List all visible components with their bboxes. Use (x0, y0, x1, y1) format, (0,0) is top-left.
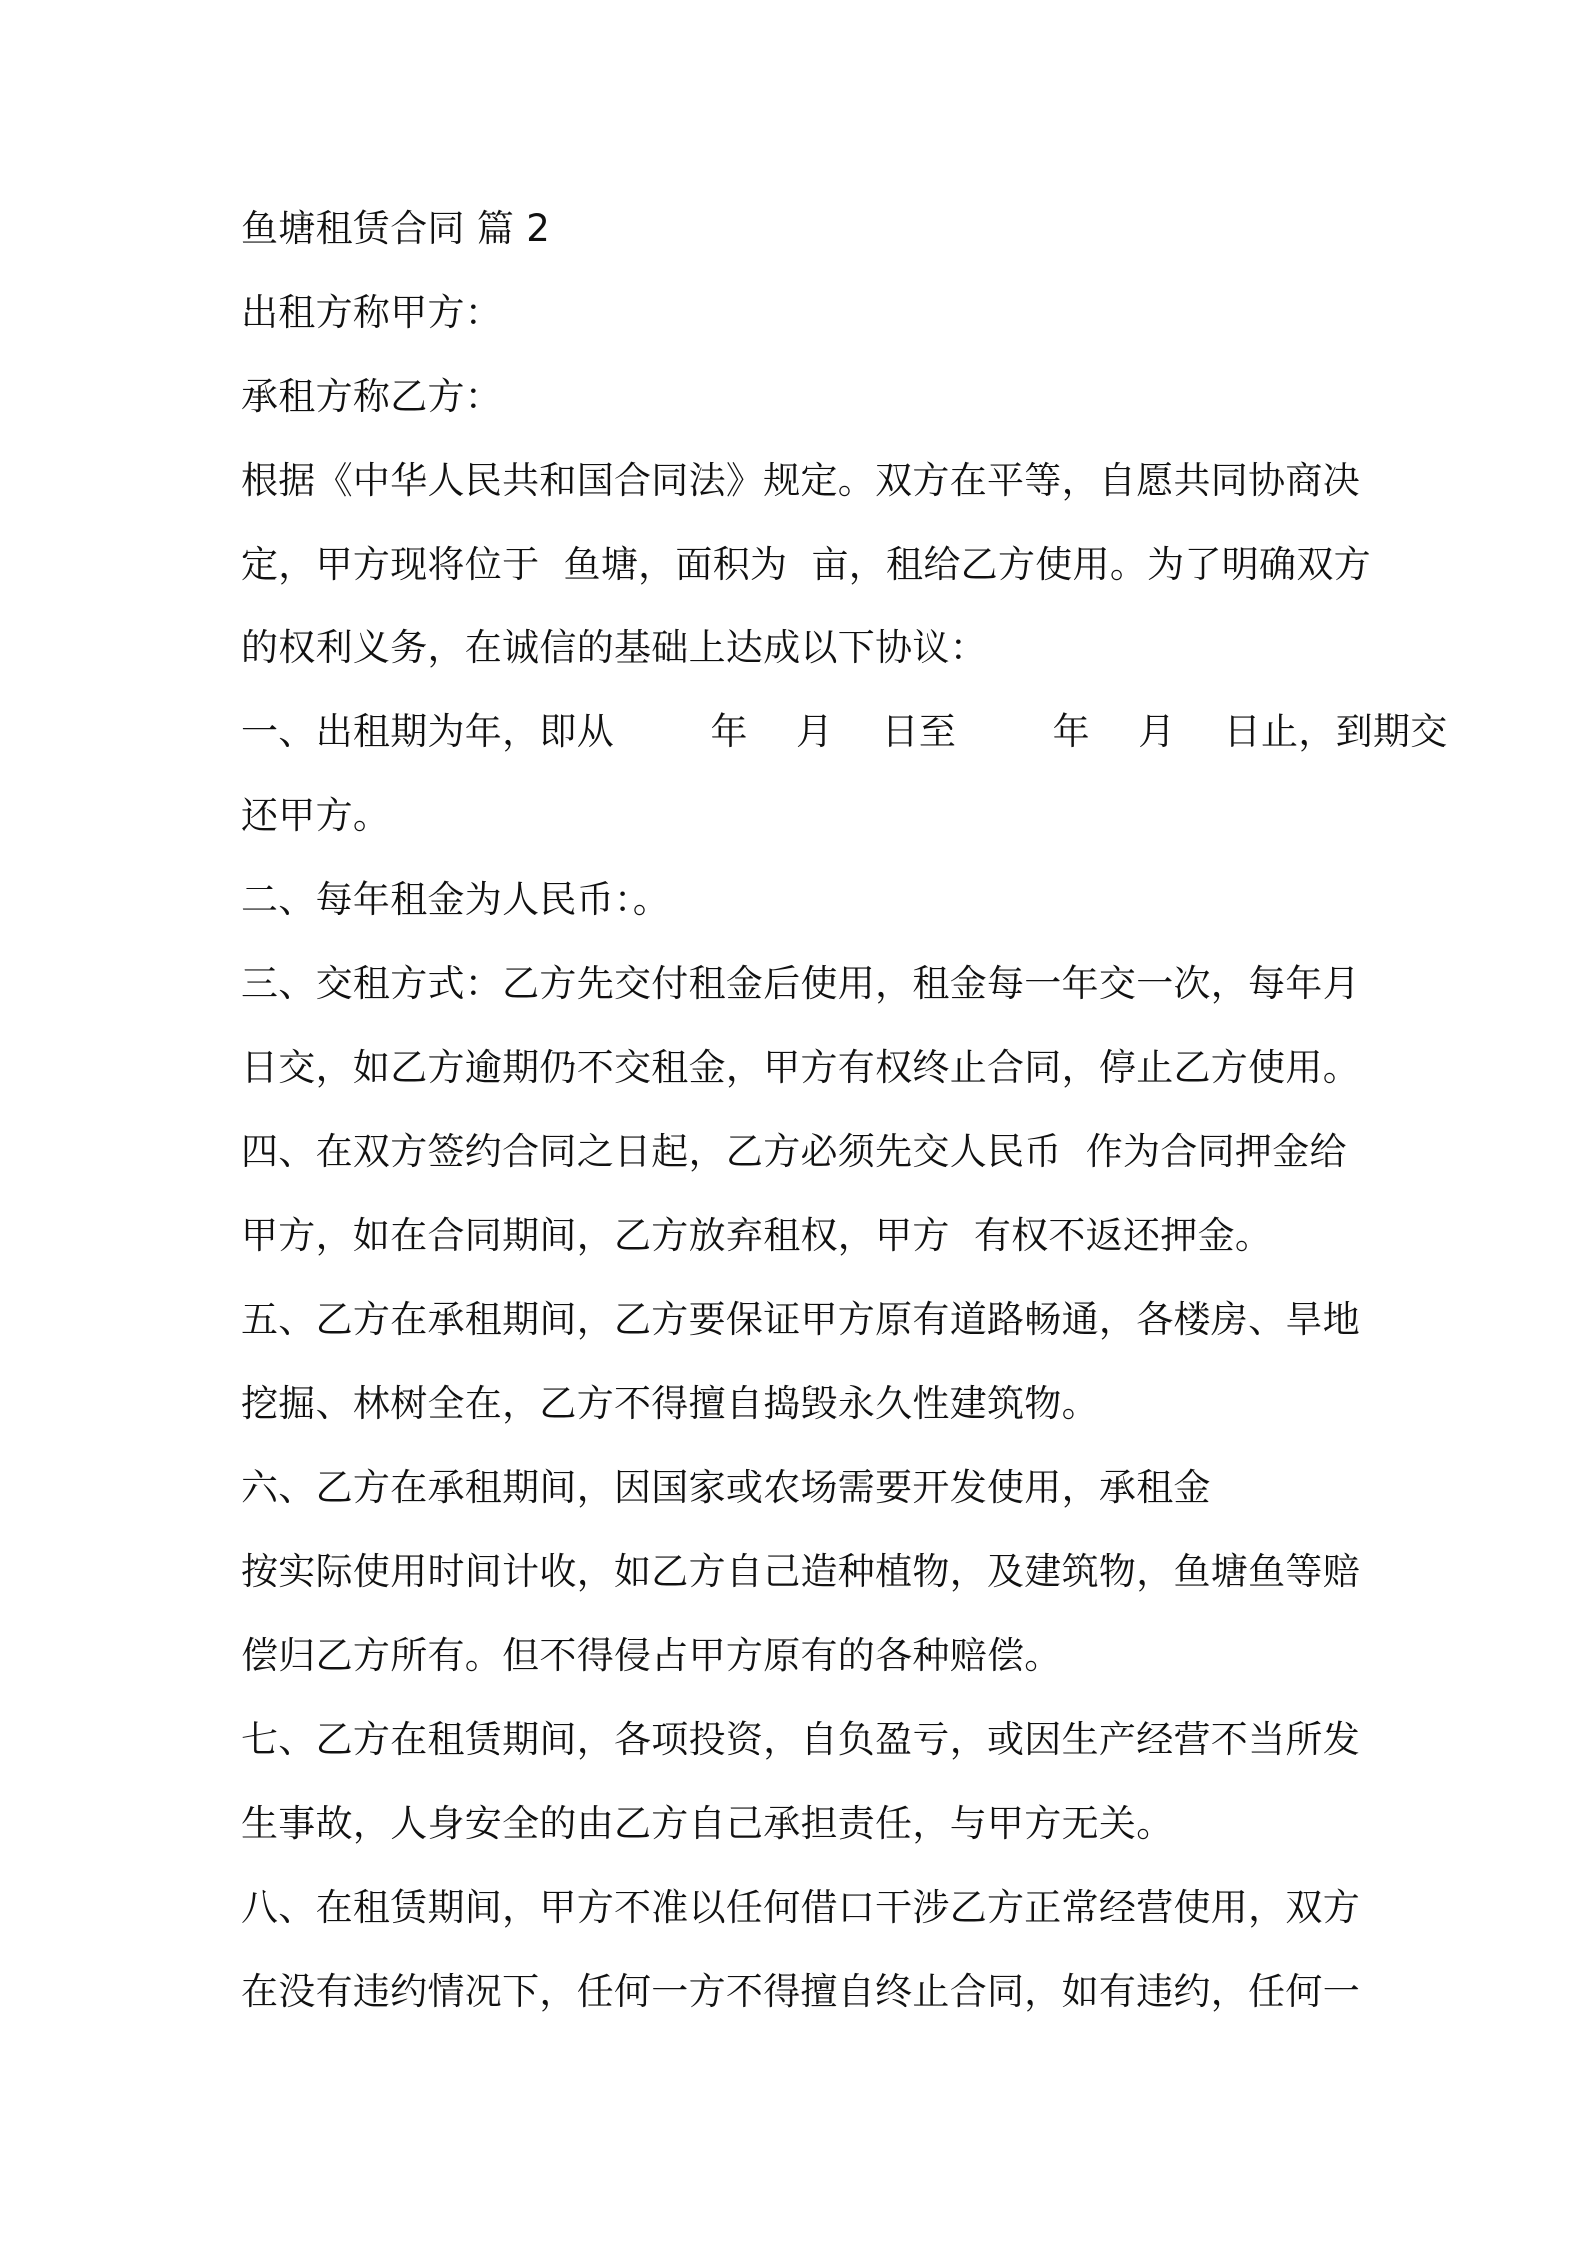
paragraph-line: 承租方称乙方： (241, 375, 503, 418)
paragraph-line: 的权利义务，在诚信的基础上达成以下协议： (241, 626, 987, 669)
paragraph-line: 四、在双方签约合同之日起，乙方必须先交人民币 作为合同押金给 (241, 1130, 1347, 1173)
paragraph-line: 七、乙方在租赁期间，各项投资，自负盈亏，或因生产经营不当所发 (241, 1718, 1360, 1761)
paragraph-line: 在没有违约情况下，任何一方不得擅自终止合同，如有违约，任何一 (241, 1970, 1360, 2013)
paragraph-line: 一、出租期为年，即从 年 月 日至 年 月 日止，到期交 (241, 710, 1448, 753)
paragraph-line: 偿归乙方所有。但不得侵占甲方原有的各种赔偿。 (241, 1634, 1062, 1677)
paragraph-line: 五、乙方在承租期间，乙方要保证甲方原有道路畅通，各楼房、旱地 (241, 1298, 1360, 1341)
paragraph-line: 生事故，人身安全的由乙方自己承担责任，与甲方无关。 (241, 1802, 1174, 1845)
paragraph-line: 出租方称甲方： (241, 291, 503, 334)
paragraph-line: 根据《中华人民共和国合同法》规定。双方在平等，自愿共同协商决 (241, 459, 1360, 502)
paragraph-line: 六、乙方在承租期间，因国家或农场需要开发使用，承租金 (241, 1466, 1211, 1509)
paragraph-line: 挖掘、林树全在，乙方不得擅自捣毁永久性建筑物。 (241, 1382, 1099, 1425)
paragraph-line: 日交，如乙方逾期仍不交租金，甲方有权终止合同，停止乙方使用。 (241, 1046, 1360, 1089)
paragraph-line: 按实际使用时间计收，如乙方自己造种植物，及建筑物，鱼塘鱼等赔 (241, 1550, 1360, 1593)
document-title: 鱼塘租赁合同 篇 2 (241, 207, 551, 250)
paragraph-line: 八、在租赁期间，甲方不准以任何借口干涉乙方正常经营使用，双方 (241, 1886, 1360, 1929)
paragraph-line: 定，甲方现将位于 鱼塘，面积为 亩，租给乙方使用。为了明确双方 (241, 543, 1371, 586)
paragraph-line: 三、交租方式：乙方先交付租金后使用，租金每一年交一次，每年月 (241, 962, 1360, 1005)
paragraph-line: 甲方，如在合同期间，乙方放弃租权，甲方 有权不返还押金。 (241, 1214, 1273, 1257)
paragraph-line: 二、每年租金为人民币：。 (241, 878, 671, 921)
paragraph-line: 还甲方。 (241, 794, 391, 837)
